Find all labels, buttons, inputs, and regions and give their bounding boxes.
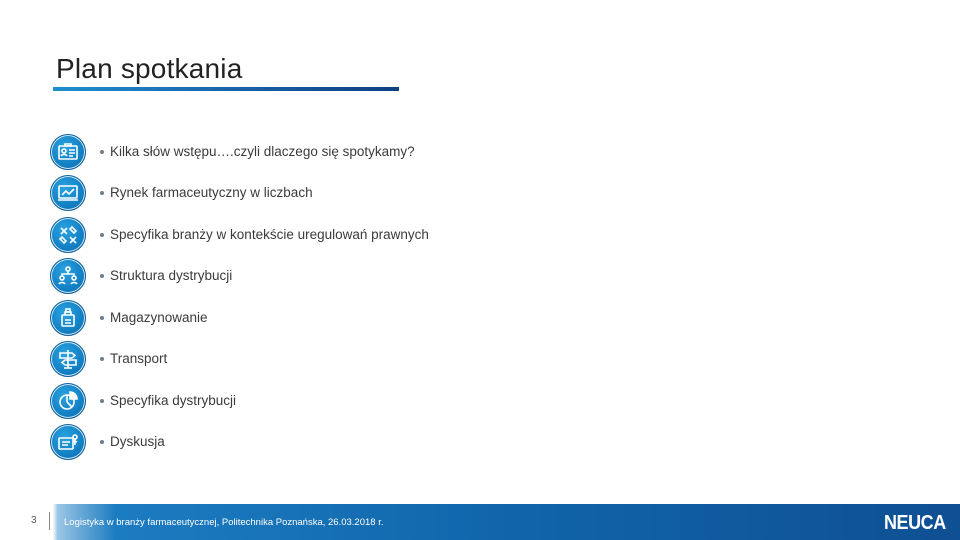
agenda-item: [50, 217, 650, 253]
discussion-board-icon: [50, 424, 86, 460]
agenda-item: [50, 341, 650, 377]
bullet-dot: [100, 399, 104, 403]
warehouse-box-icon: [50, 300, 86, 336]
bullet-dot: [100, 316, 104, 320]
signpost-icon: [50, 341, 86, 377]
agenda-item: [50, 300, 650, 336]
agenda-item: [50, 424, 650, 460]
page-number-divider: [49, 512, 50, 530]
id-card-icon: [50, 134, 86, 170]
bullet-dot: [100, 150, 104, 154]
agenda-item-label: Dyskusja: [110, 434, 165, 449]
tools-icon: [50, 217, 86, 253]
agenda-item-label: Specyfika dystrybucji: [110, 393, 237, 408]
pie-chart-icon: [50, 383, 86, 419]
agenda-item: [50, 383, 650, 419]
agenda-item: [50, 134, 650, 170]
page-number: 3: [31, 515, 37, 526]
bullet-dot: [100, 274, 104, 278]
footer-caption: Logistyka w branży farmaceutycznej, Politechnika Poznańska, 26.03.2018 r.: [64, 517, 384, 528]
chart-screen-icon: [50, 175, 86, 211]
agenda-item-label: Transport: [110, 351, 168, 366]
slide-title: Plan spotkania: [56, 53, 243, 84]
neuca-logo: NEUCA: [884, 512, 946, 534]
agenda-item: [50, 175, 650, 211]
bullet-dot: [100, 233, 104, 237]
agenda-item-label: Kilka słów wstępu….czyli dlaczego się spotykamy?: [110, 144, 415, 159]
agenda-item-label: Struktura dystrybucji: [110, 268, 233, 283]
bullet-dot: [100, 440, 104, 444]
agenda-item-label: Magazynowanie: [110, 310, 208, 325]
org-structure-icon: [50, 258, 86, 294]
bullet-dot: [100, 357, 104, 361]
agenda-item: [50, 258, 650, 294]
agenda-item-label: Rynek farmaceutyczny w liczbach: [110, 185, 313, 200]
bullet-dot: [100, 191, 104, 195]
agenda-item-label: Specyfika branży w kontekście uregulowań prawnych: [110, 227, 429, 242]
